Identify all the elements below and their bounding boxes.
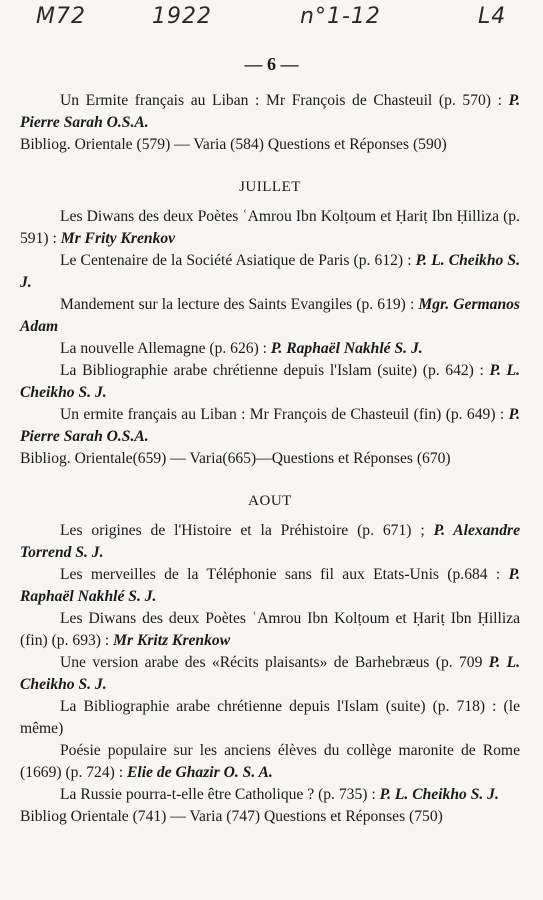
entry-author: P. Pierre Sarah O.S.A. — [20, 92, 520, 131]
list-item — [20, 134, 520, 156]
entry-text: Mandement sur la lecture des Saints Evangiles (p. 619) : — [60, 296, 419, 313]
table-of-contents — [20, 90, 520, 828]
entry-text: Le Centenaire de la Société Asiatique de Paris (p. 612) : — [60, 252, 416, 269]
handwritten-note-right: L4 — [478, 4, 507, 29]
entry-author: Mgr. Germanos Adam — [20, 296, 520, 335]
list-item — [20, 448, 520, 470]
handwritten-note-left: M72 — [36, 4, 86, 29]
entry-author: Mr Kritz Krenkow — [113, 632, 231, 649]
list-item — [20, 806, 520, 828]
entry-text: Un Ermite français au Liban : Mr François de Chasteuil (p. 570) : — [60, 92, 509, 109]
entry-text: Une version arabe des «Récits plaisants» de Barhebræus (p. 709 — [60, 654, 489, 671]
entry-text: Les Diwans des deux Poètes ʿAmrou Ibn Kolṭoum et Ḥariṭ Ibn Ḥilliza (p. 591) : — [20, 208, 520, 247]
entry-author: Mr Frity Krenkov — [60, 230, 176, 247]
handwritten-note-year: 1922 — [152, 4, 212, 29]
entry-text: Les merveilles de la Téléphonie sans fil aux Etats-Unis (p.684 : — [60, 566, 509, 583]
entry-author: P. Raphaël Nakhlé S. J. — [270, 340, 423, 357]
entry-author: P. L. Cheikho S. J. — [20, 252, 520, 291]
list-item — [20, 784, 520, 806]
entry-text: Les Diwans des deux Poètes ʿAmrou Ibn Kolṭoum et Ḥariṭ Ibn Ḥilliza (fin) (p. 693) : — [20, 610, 520, 649]
section-heading-aout: AOUT — [248, 493, 292, 509]
page-number: — 6 — — [244, 54, 299, 74]
entry-author: P. Alexandre Torrend S. J. — [20, 522, 520, 561]
entry-text: Bibliog. Orientale(659) — Varia(665)—Questions et Réponses (670) — [20, 450, 451, 467]
entry-author: P. Pierre Sarah O.S.A. — [20, 406, 520, 445]
entry-author: P. L. Cheikho S. J. — [20, 362, 520, 401]
entry-text: La Bibliographie arabe chrétienne depuis l'Islam (suite) (p. 718) : (le même) — [20, 698, 520, 737]
list-item — [20, 250, 520, 294]
list-item — [20, 696, 520, 740]
entry-text: Bibliog. Orientale (579) — Varia (584) Questions et Réponses (590) — [20, 136, 447, 153]
list-item — [20, 404, 520, 448]
entry-text: La nouvelle Allemagne (p. 626) : — [60, 340, 271, 357]
entry-text: Poésie populaire sur les anciens élèves du collège maronite de Rome (1669) (p. 724) : — [20, 742, 520, 781]
list-item — [20, 338, 520, 360]
entry-text: Les origines de l'Histoire et la Préhistoire (p. 671) ; — [60, 522, 434, 539]
list-item — [20, 294, 520, 338]
handwritten-note-range: n°1-12 — [300, 4, 381, 29]
list-item — [20, 608, 520, 652]
entry-author: Elie de Ghazir O. S. A. — [126, 764, 273, 781]
list-item — [20, 360, 520, 404]
list-item — [20, 520, 520, 564]
list-item — [20, 90, 520, 134]
entry-text: Un ermite français au Liban : Mr François de Chasteuil (fin) (p. 649) : — [60, 406, 509, 423]
entry-author: P. L. Cheikho S. J. — [20, 654, 520, 693]
list-item — [20, 652, 520, 696]
entry-text: Bibliog Orientale (741) — Varia (747) Questions et Réponses (750) — [20, 808, 443, 825]
list-item — [20, 740, 520, 784]
entry-author: P. L. Cheikho S. J. — [379, 786, 499, 803]
entry-author: P. Raphaël Nakhlé S. J. — [20, 566, 520, 605]
list-item — [20, 206, 520, 250]
entry-text: La Russie pourra-t-elle être Catholique ? (p. 735) : — [60, 786, 380, 803]
entry-text: La Bibliographie arabe chrétienne depuis l'Islam (suite) (p. 642) : — [60, 362, 490, 379]
section-heading-juillet: JUILLET — [239, 179, 301, 195]
list-item — [20, 564, 520, 608]
